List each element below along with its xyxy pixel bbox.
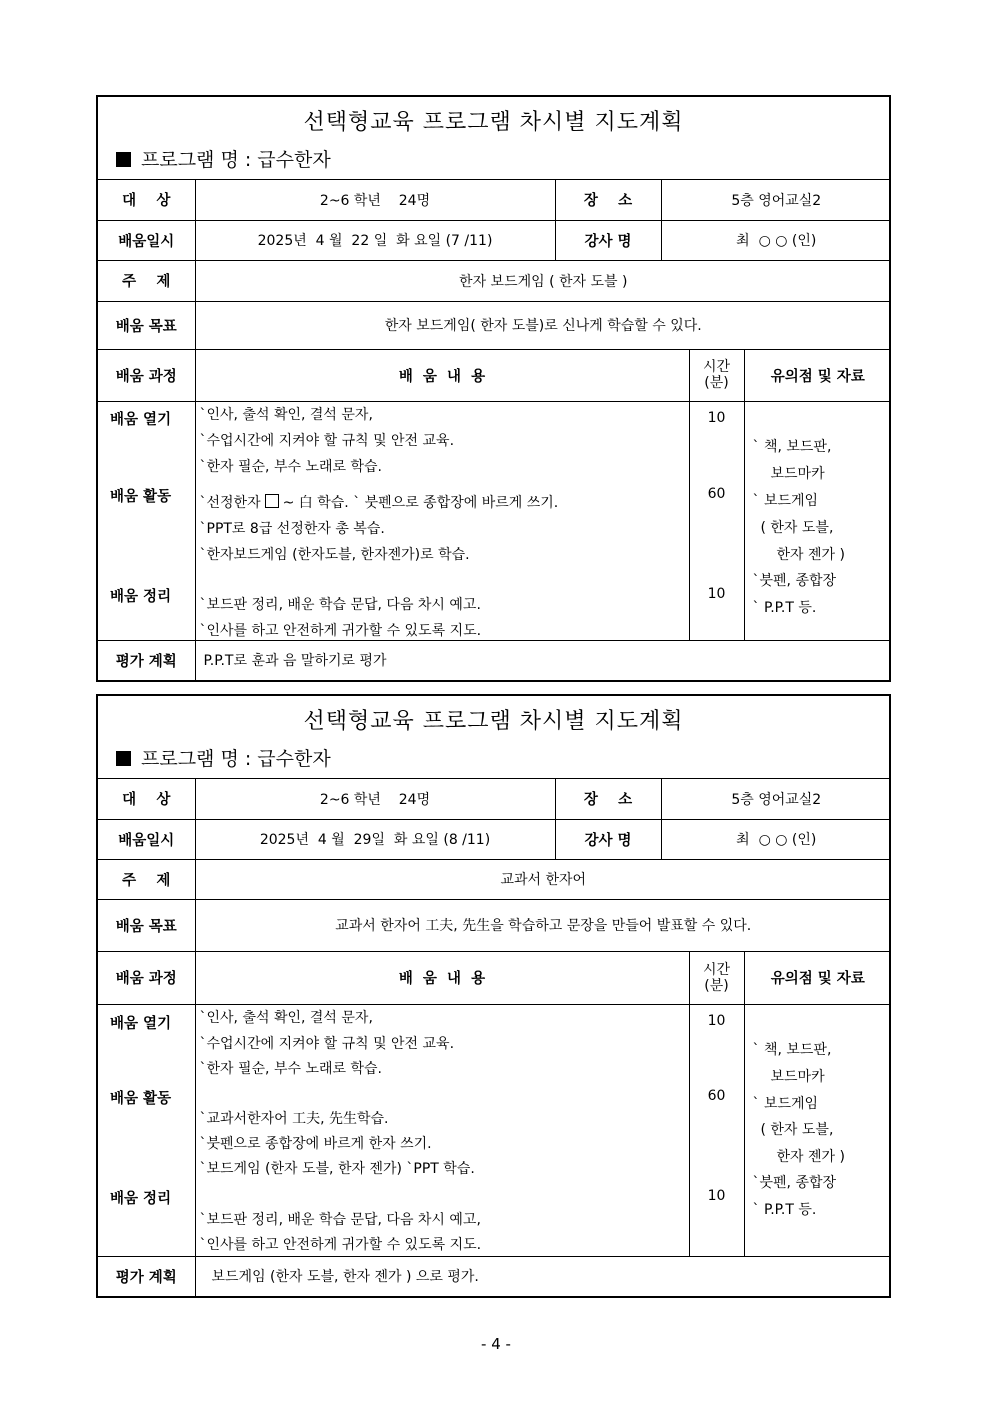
date-value: 2025년 4 월 29일 화 요일 (8 /11)	[195, 819, 555, 859]
material-line: `붓펜, 종합장	[752, 572, 837, 589]
material-label: 유의점 및 자료	[744, 349, 891, 401]
date-label: 배움일시	[98, 220, 195, 260]
time-label: 시간 (분)	[689, 951, 744, 1004]
eval-label: 평가 계획	[98, 1256, 195, 1296]
date-value: 2025년 4 월 22 일 화 요일 (7 /11)	[195, 220, 555, 260]
goal-value: 한자 보드게임( 한자 도블)로 신나게 학습할 수 있다.	[195, 301, 891, 349]
topic-value: 교과서 한자어	[195, 859, 891, 899]
content-line: `붓펜으로 종합장에 바르게 한자 쓰기.	[199, 1135, 432, 1152]
teacher-label: 강사 명	[555, 819, 661, 859]
material-line: ` 책, 보드판,	[752, 1041, 832, 1058]
eval-value: 보드게임 (한자 도블, 한자 젠가 ) 으로 평가.	[195, 1256, 891, 1296]
content-line: `한자 필순, 부수 노래로 학습.	[199, 1060, 382, 1077]
target-value: 2~6 학년 24명	[195, 779, 555, 819]
content-line: `PPT로 8급 선정한자 총 복습.	[199, 520, 385, 537]
date-label: 배움일시	[98, 819, 195, 859]
place-label: 장 소	[555, 779, 661, 819]
plan-title: 선택형교육 프로그램 차시별 지도계획	[303, 709, 684, 734]
goal-value: 교과서 한자어 工夫, 先生을 학습하고 문장을 만들어 발표할 수 있다.	[195, 899, 891, 951]
process-label: 배움 과정	[98, 349, 195, 401]
content-label: 배 움 내 용	[195, 349, 689, 401]
content-cell	[195, 401, 689, 640]
plan-table	[98, 779, 891, 1296]
target-value: 2~6 학년 24명	[195, 180, 555, 220]
material-cell	[744, 1004, 891, 1256]
stage-close: 배움 정리	[110, 1190, 172, 1207]
teacher-value: 최 ○ ○ (인)	[661, 220, 891, 260]
program-name: 프로그램 명 : 급수한자	[116, 744, 331, 771]
eval-label: 평가 계획	[98, 640, 195, 680]
stage-activity: 배움 활동	[110, 488, 172, 505]
empty-box-icon	[265, 494, 279, 508]
material-line: `붓펜, 종합장	[752, 1174, 837, 1191]
topic-label: 주 제	[98, 260, 195, 301]
content-line: `인사, 출석 확인, 결석 문자,	[199, 1009, 373, 1026]
time-value: 10	[707, 1012, 726, 1029]
material-line: ` P.P.T 등.	[752, 599, 817, 616]
stage-close: 배움 정리	[110, 588, 172, 605]
time-cell	[689, 1004, 744, 1256]
time-value: 60	[707, 1087, 726, 1104]
material-line: ` 책, 보드판,	[752, 438, 832, 455]
material-line: 한자 젠가 )	[776, 546, 845, 563]
content-line: `보드판 정리, 배운 학습 문답, 다음 차시 예고,	[199, 1211, 481, 1228]
lesson-plan-2	[96, 694, 891, 1298]
time-value: 10	[707, 585, 726, 602]
content-line: `선정한자 ~ 白 학습. ` 붓펜으로 종합장에 바르게 쓰기.	[199, 494, 559, 511]
black-square-icon	[116, 152, 131, 167]
target-label: 대 상	[98, 180, 195, 220]
plan-table	[98, 180, 891, 680]
content-line: `보드판 정리, 배운 학습 문답, 다음 차시 예고.	[199, 596, 481, 613]
stage-activity: 배움 활동	[110, 1090, 172, 1107]
material-line: ( 한자 도블,	[760, 1121, 834, 1138]
eval-value: P.P.T로 훈과 음 말하기로 평가	[195, 640, 891, 680]
stage-cell	[98, 401, 195, 640]
stage-cell	[98, 1004, 195, 1256]
material-label: 유의점 및 자료	[744, 951, 891, 1004]
content-line: `수업시간에 지켜야 할 규칙 및 안전 교육.	[199, 1035, 455, 1052]
topic-value: 한자 보드게임 ( 한자 도블 )	[195, 260, 891, 301]
time-value: 10	[707, 1187, 726, 1204]
time-label: 시간 (분)	[689, 349, 744, 401]
material-line: ` 보드게임	[752, 1095, 819, 1112]
time-cell	[689, 401, 744, 640]
plan-title: 선택형교육 프로그램 차시별 지도계획	[303, 110, 684, 135]
teacher-value: 최 ○ ○ (인)	[661, 819, 891, 859]
content-cell	[195, 1004, 689, 1256]
content-line: `교과서한자어 工夫, 先生학습.	[199, 1110, 389, 1127]
content-line: `한자보드게임 (한자도블, 한자젠가)로 학습.	[199, 546, 470, 563]
content-line: `한자 필순, 부수 노래로 학습.	[199, 458, 382, 475]
program-name: 프로그램 명 : 급수한자	[116, 145, 331, 172]
content-line: `보드게임 (한자 도블, 한자 젠가) `PPT 학습.	[199, 1160, 475, 1177]
topic-label: 주 제	[98, 859, 195, 899]
content-line: `인사를 하고 안전하게 귀가할 수 있도록 지도.	[199, 1236, 482, 1253]
material-line: ` 보드게임	[752, 492, 819, 509]
goal-label: 배움 목표	[98, 301, 195, 349]
plan-header	[98, 97, 889, 180]
target-label: 대 상	[98, 779, 195, 819]
time-value: 60	[707, 485, 726, 502]
place-label: 장 소	[555, 180, 661, 220]
material-line: 보드마카	[770, 1068, 825, 1085]
plan-header	[98, 696, 889, 779]
process-label: 배움 과정	[98, 951, 195, 1004]
content-line: `인사, 출석 확인, 결석 문자,	[199, 406, 373, 423]
goal-label: 배움 목표	[98, 899, 195, 951]
stage-open: 배움 열기	[110, 1015, 172, 1032]
black-square-icon	[116, 751, 131, 766]
content-line: `인사를 하고 안전하게 귀가할 수 있도록 지도.	[199, 622, 482, 639]
lesson-plan-1	[96, 95, 891, 682]
material-cell	[744, 401, 891, 640]
stage-open: 배움 열기	[110, 411, 172, 428]
teacher-label: 강사 명	[555, 220, 661, 260]
material-line: ( 한자 도블,	[760, 519, 834, 536]
material-line: 한자 젠가 )	[776, 1148, 845, 1165]
content-label: 배 움 내 용	[195, 951, 689, 1004]
material-line: 보드마카	[770, 465, 825, 482]
place-value: 5층 영어교실2	[661, 779, 891, 819]
material-line: ` P.P.T 등.	[752, 1201, 817, 1218]
place-value: 5층 영어교실2	[661, 180, 891, 220]
time-value: 10	[707, 409, 726, 426]
content-line: `수업시간에 지켜야 할 규칙 및 안전 교육.	[199, 432, 455, 449]
page-number: - 4 -	[481, 1335, 511, 1353]
